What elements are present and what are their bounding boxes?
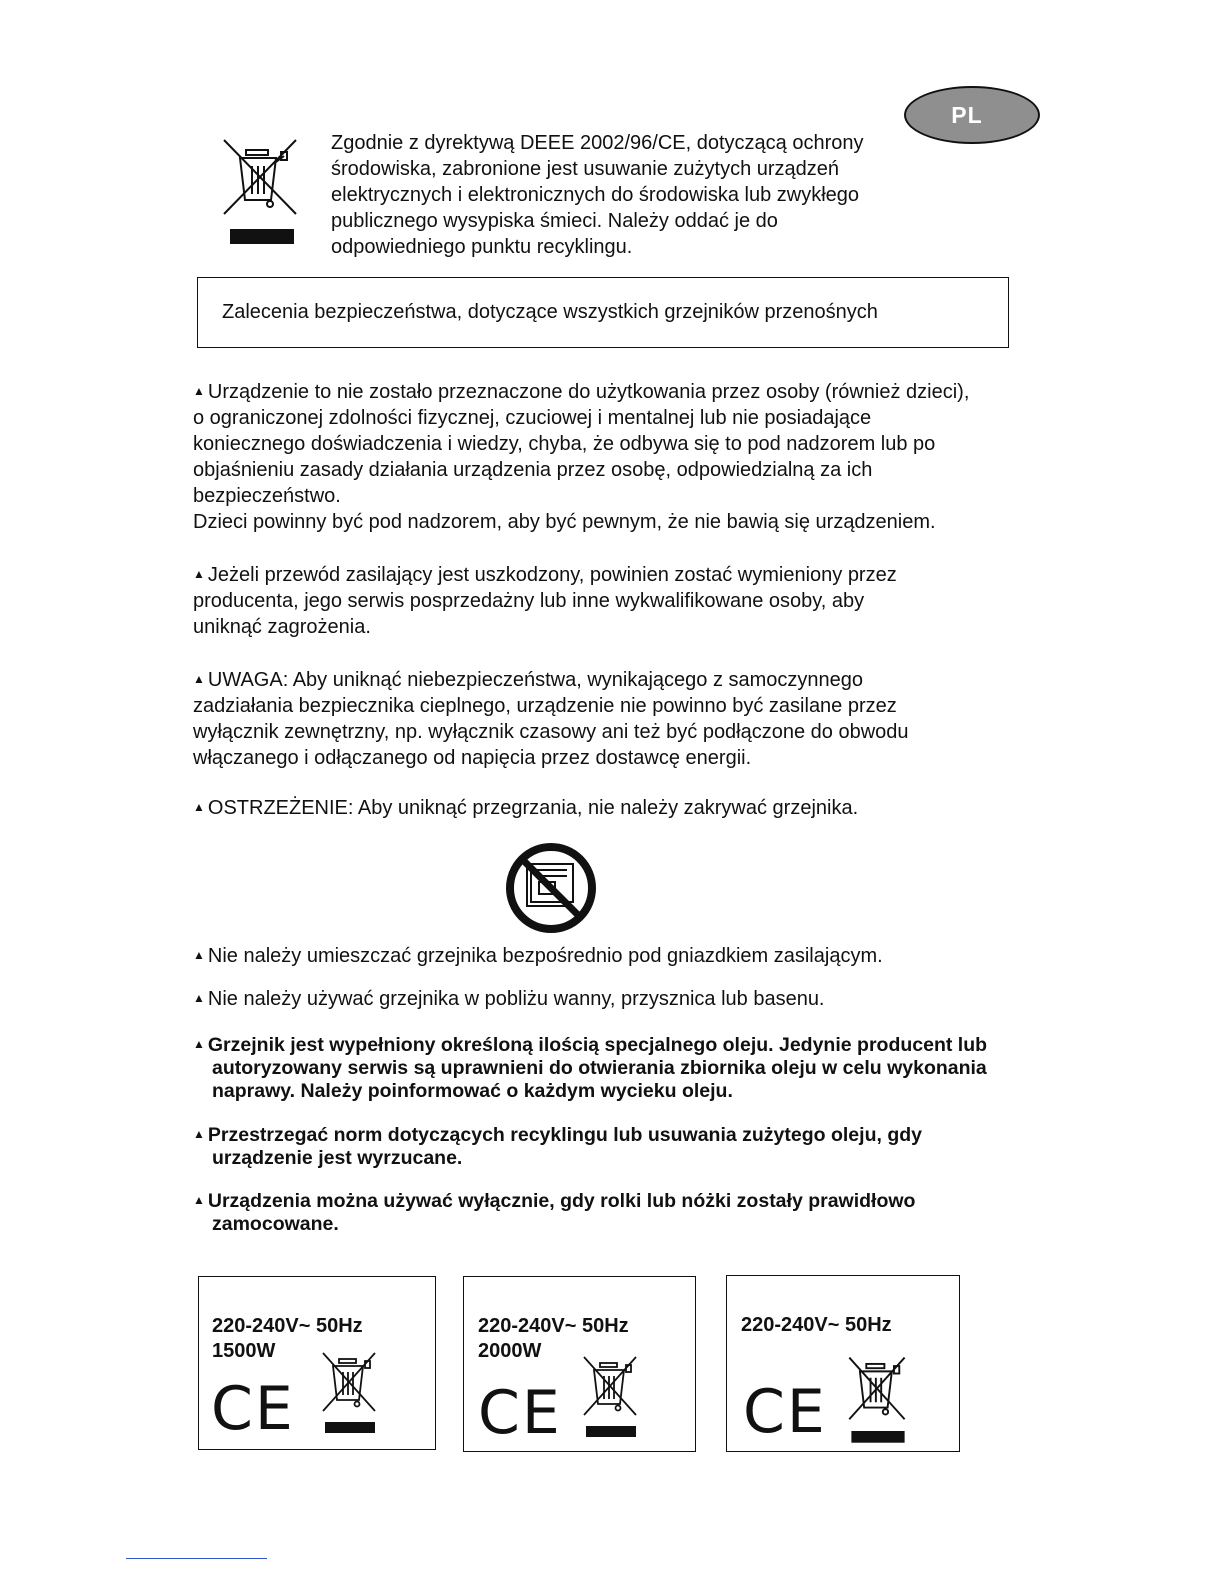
weee-bin-icon bbox=[222, 136, 300, 248]
rating-label bbox=[463, 1276, 696, 1452]
weee-notice-line: odpowiedniego punktu recyklingu. bbox=[331, 236, 633, 258]
bold-safety-item-line: Grzejnik jest wypełniony określoną ilością specjalnego oleju. Jedynie producent lub bbox=[207, 1034, 988, 1056]
safety-item-line: uniknąć zagrożenia. bbox=[193, 616, 371, 638]
rating-voltage: 220-240V~ 50Hz bbox=[478, 1315, 629, 1337]
safety-item-line: Nie należy używać grzejnika w pobliżu wanny, przysznica lub basenu. bbox=[207, 988, 825, 1010]
safety-item-line: o ograniczonej zdolności fizycznej, czuciowej i mentalnej lub nie posiadające bbox=[193, 407, 872, 429]
safety-item-line: objaśnieniu zasady działania urządzenia przez osobę, odpowiedzialną za ich bbox=[193, 459, 873, 481]
triangle-bullet-icon: ▲ bbox=[193, 1127, 205, 1141]
bold-safety-item-line: Urządzenia można używać wyłącznie, gdy rolki lub nóżki zostały prawidłowo bbox=[207, 1190, 916, 1212]
weee-bin-icon bbox=[319, 1347, 381, 1435]
safety-item-line: Jeżeli przewód zasilający jest uszkodzony, powinien zostać wymieniony przez bbox=[207, 564, 897, 586]
safety-heading-box bbox=[197, 277, 1009, 348]
triangle-bullet-icon: ▲ bbox=[193, 991, 205, 1005]
triangle-bullet-icon: ▲ bbox=[193, 384, 205, 398]
bold-safety-item bbox=[193, 1189, 1073, 1236]
rating-label bbox=[726, 1275, 960, 1452]
safety-item-line: włączanego i odłączanego od napięcia przez dostawcę energii. bbox=[193, 747, 752, 769]
safety-item bbox=[193, 794, 1073, 821]
triangle-bullet-icon: ▲ bbox=[193, 1193, 205, 1207]
weee-bin-icon bbox=[845, 1350, 911, 1446]
ce-mark-icon: CE bbox=[478, 1378, 562, 1448]
bold-safety-item-line: zamocowane. bbox=[212, 1213, 339, 1235]
rating-label bbox=[198, 1276, 436, 1450]
rating-power: 1500W bbox=[212, 1340, 276, 1362]
triangle-bullet-icon: ▲ bbox=[193, 672, 205, 686]
safety-item-line: OSTRZEŻENIE: Aby uniknąć przegrzania, nie należy zakrywać grzejnika. bbox=[207, 797, 859, 819]
safety-item-line: UWAGA: Aby uniknąć niebezpieczeństwa, wynikającego z samoczynnego bbox=[207, 669, 864, 691]
safety-item-line: wyłącznik zewnętrzny, np. wyłącznik czasowy ani też być podłączone do obwodu bbox=[193, 721, 909, 743]
safety-item-line: producenta, jego serwis posprzedażny lub inne wykwalifikowane osoby, aby bbox=[193, 590, 865, 612]
ce-mark-icon: CE bbox=[211, 1374, 295, 1444]
safety-item bbox=[193, 666, 1073, 771]
bold-safety-item-line: urządzenie jest wyrzucane. bbox=[212, 1147, 463, 1169]
weee-notice-line: publicznego wysypiska śmieci. Należy oddać je do bbox=[331, 210, 778, 232]
bold-safety-item-line: naprawy. Należy poinformować o każdym wycieku oleju. bbox=[212, 1080, 733, 1102]
safety-heading: Zalecenia bezpieczeństwa, dotyczące wszystkich grzejników przenośnych bbox=[222, 301, 878, 323]
safety-item-line: Nie należy umieszczać grzejnika bezpośrednio pod gniazdkiem zasilającym. bbox=[207, 945, 883, 967]
language-badge-label: PL bbox=[951, 101, 983, 128]
bold-safety-item-line: autoryzowany serwis są uprawnieni do otwierania zbiornika oleju w celu wykonania bbox=[212, 1057, 987, 1079]
safety-item-line: bezpieczeństwo. bbox=[193, 485, 341, 507]
weee-notice-line: środowiska, zabronione jest usuwanie zużytych urządzeń bbox=[331, 158, 840, 180]
bold-safety-item bbox=[193, 1123, 1073, 1170]
safety-item-line: zadziałania bezpiecznika cieplnego, urządzenie nie powinno być zasilane przez bbox=[193, 695, 897, 717]
triangle-bullet-icon: ▲ bbox=[193, 800, 205, 814]
safety-item bbox=[193, 985, 1073, 1012]
bold-safety-item-line: Przestrzegać norm dotyczących recyklingu lub usuwania zużytego oleju, gdy bbox=[207, 1124, 922, 1146]
safety-item bbox=[193, 942, 1073, 969]
safety-item-line: Urządzenie to nie zostało przeznaczone do użytkowania przez osoby (również dzieci), bbox=[207, 381, 970, 403]
do-not-cover-icon bbox=[503, 842, 599, 934]
rating-voltage: 220-240V~ 50Hz bbox=[212, 1315, 363, 1337]
safety-item bbox=[193, 561, 1073, 640]
weee-bin-icon bbox=[580, 1351, 642, 1439]
weee-notice-line: Zgodnie z dyrektywą DEEE 2002/96/CE, dotyczącą ochrony bbox=[331, 132, 864, 154]
safety-item bbox=[193, 378, 1073, 535]
footnote-divider bbox=[126, 1558, 267, 1559]
triangle-bullet-icon: ▲ bbox=[193, 567, 205, 581]
safety-item-line: Dzieci powinny być pod nadzorem, aby być pewnym, że nie bawią się urządzeniem. bbox=[193, 511, 936, 533]
triangle-bullet-icon: ▲ bbox=[193, 948, 205, 962]
weee-notice-line: elektrycznych i elektronicznych do środowiska lub zwykłego bbox=[331, 184, 860, 206]
safety-item-line: koniecznego doświadczenia i wiedzy, chyba, że odbywa się to pod nadzorem lub po bbox=[193, 433, 936, 455]
rating-voltage: 220-240V~ 50Hz bbox=[741, 1314, 892, 1336]
triangle-bullet-icon: ▲ bbox=[193, 1037, 205, 1051]
bold-safety-item bbox=[193, 1033, 1073, 1103]
rating-power: 2000W bbox=[478, 1340, 542, 1362]
ce-mark-icon: CE bbox=[743, 1377, 827, 1447]
weee-notice bbox=[331, 130, 931, 260]
